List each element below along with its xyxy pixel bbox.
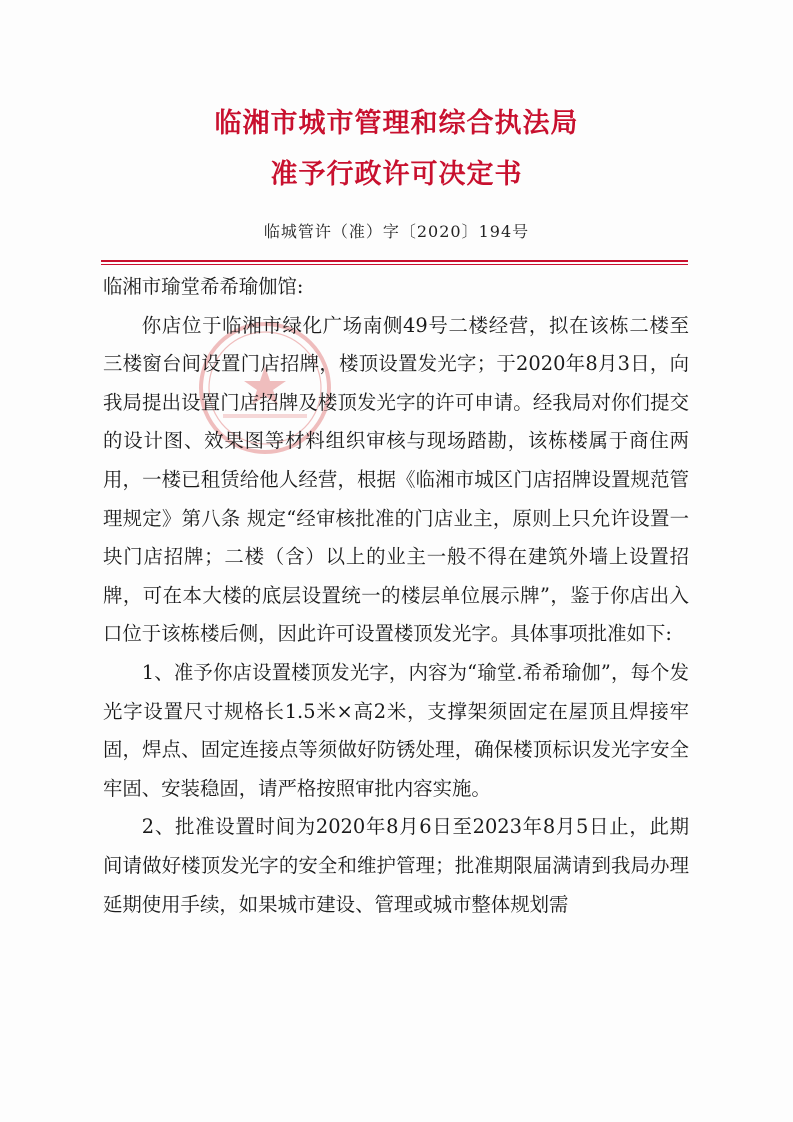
body-paragraph: 1、准予你店设置楼顶发光字，内容为“瑜堂.希希瑜伽”，每个发光字设置尺寸规格长1.5米×高2米，支撑架须固定在屋顶且焊接牢固，焊点、固定连接点等须做好防锈处理，确保楼顶标识发光字安全牢固、安装稳固，请严格按照审批内容实施。 xyxy=(103,660,689,800)
decision-title: 准予行政许可决定书 xyxy=(270,159,523,190)
addressee: 临湘市瑜堂希希瑜伽馆: xyxy=(103,275,304,298)
document-body xyxy=(103,268,689,924)
issuing-authority-title: 临湘市城市管理和综合执法局 xyxy=(214,108,579,139)
document-number: 临城管许（准）字〔2020〕194号 xyxy=(263,222,530,241)
body-paragraph: 你店位于临湘市绿化广场南侧49号二楼经营，拟在该栋二楼至三楼窗台间设置门店招牌，楼顶设置发光字；于2020年8月3日，向我局提出设置门店招牌及楼顶发光字的许可申请。经我局对你们提交的设计图、效果图等材料组织审核与现场踏勘，该栋楼属于商住两用，一楼已租赁给他人经营，根据《临湘市城区门店招牌设置规范管理规定》第八条 规定“经审核批准的门店业主，原则上只允许设置一块门店招牌；二楼（含）以上的业主一般不得在建筑外墙上设置招牌，可在本大楼的底层设置统一的楼层单位展示牌”，鉴于你店出入口位于该栋楼后侧，因此许可设置楼顶发光字。具体事项批准如下: xyxy=(103,313,689,646)
header-divider xyxy=(101,260,688,262)
body-paragraph: 2、批准设置时间为2020年8月6日至2023年8月5日止，此期间请做好楼顶发光字的安全和维护管理；批准期限届满请到我局办理延期使用手续，如果城市建设、管理或城市整体规划需 xyxy=(103,815,689,916)
header-divider-thin xyxy=(101,264,688,265)
